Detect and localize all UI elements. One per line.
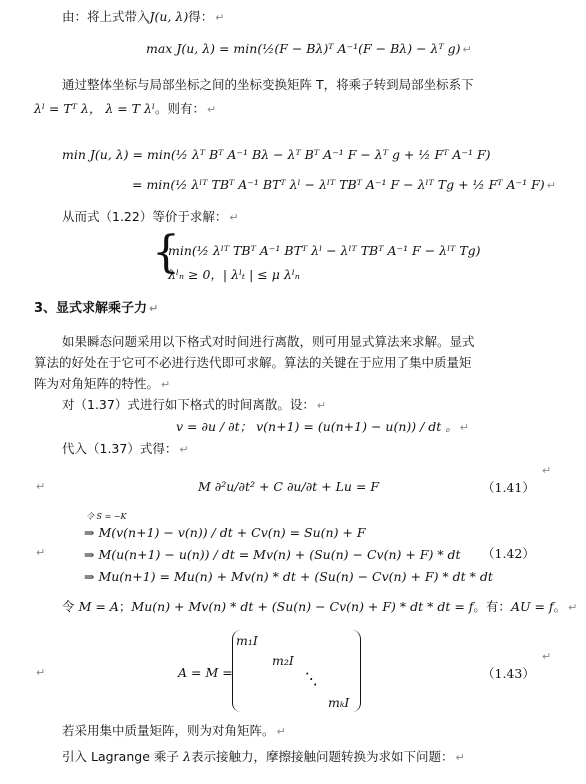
equation-3b-text: λˡₙ ≥ 0，| λˡₜ | ≤ μ λˡₙ xyxy=(168,267,300,282)
equation-3a xyxy=(168,242,481,260)
p1b-text: 算法的好处在于它可不必进行迭代即可求解。算法的关键在于应用了集中质量矩 xyxy=(34,355,472,370)
equation-7-number-text: （1.43） xyxy=(482,666,535,681)
matrix-entry-m2 xyxy=(272,652,294,670)
equation-6-number-text: （1.42） xyxy=(482,546,535,561)
paragraph-mark: ↵ xyxy=(206,103,217,116)
text-l1-suffix: 得： xyxy=(188,9,214,24)
matrix-right-bracket xyxy=(352,630,361,712)
p4-sep: ； xyxy=(118,599,132,614)
matrix-m1-text: m₁I xyxy=(236,633,258,648)
math-transform: λˡ = Tᵀ λ， λ = T λˡ xyxy=(34,101,155,116)
left-brace: { xyxy=(152,227,180,278)
equation-5 xyxy=(198,478,379,496)
equation-7-left xyxy=(178,664,233,682)
paragraph-mark: ↵ xyxy=(149,302,159,315)
equation-1 xyxy=(146,40,472,59)
paragraph-6 xyxy=(62,748,465,767)
paragraph-1-line-1 xyxy=(62,333,475,351)
paragraph-mark: ↵ xyxy=(276,725,286,738)
matrix-entry-mk xyxy=(328,694,349,712)
equation-6-tag xyxy=(86,512,127,522)
matrix-diagonal-dots xyxy=(302,670,318,688)
equation-4 xyxy=(176,418,469,437)
paragraph-mark: ↵ xyxy=(542,650,552,663)
eq5-end-mark xyxy=(540,462,551,480)
text-l2: 通过整体坐标与局部坐标之间的坐标变换矩阵 T，将乘子转到局部坐标系下 xyxy=(62,77,474,92)
paragraph-1-line-3 xyxy=(34,375,170,394)
text-line-4 xyxy=(62,208,239,227)
paragraph-mark: ↵ xyxy=(455,751,465,764)
equation-5-number xyxy=(482,478,535,496)
paragraph-mark: ↵ xyxy=(568,601,578,614)
paragraph-mark: ↵ xyxy=(161,378,171,391)
eq7-end-mark xyxy=(540,648,551,666)
equation-3b xyxy=(168,266,300,284)
matrix-dots-text: ⋱ xyxy=(302,669,318,688)
paragraph-mark: ↵ xyxy=(215,11,225,24)
paragraph-mark: ↵ xyxy=(36,480,46,493)
paragraph-mark: ↵ xyxy=(546,179,556,192)
paragraph-5 xyxy=(62,722,286,741)
equation-2a xyxy=(62,146,491,164)
equation-2b-text: = min(½ λˡᵀ TBᵀ A⁻¹ BTᵀ λˡ − λˡᵀ TBᵀ A⁻¹ F − λˡᵀ Tg + ½ Fᵀ A⁻¹ F) xyxy=(132,177,545,192)
equation-5-number-text: （1.41） xyxy=(482,480,535,495)
section-heading-text: 3、显式求解乘子力 xyxy=(34,301,148,316)
p4-end: 。 xyxy=(553,599,567,614)
equation-6b-text: ⇒ M(u(n+1) − u(n)) / dt = Mv(n) + (Su(n) − Cv(n) + F) * dt xyxy=(84,547,461,562)
equation-6c xyxy=(84,568,493,586)
p1c-text: 阵为对角矩阵的特性。 xyxy=(34,376,160,391)
matrix-entry-m1 xyxy=(236,632,258,650)
equation-2a-text: min J(u, λ) = min(½ λᵀ Bᵀ A⁻¹ Bλ − λᵀ Bᵀ A⁻¹ F − λᵀ g + ½ Fᵀ A⁻¹ F) xyxy=(62,147,491,162)
equation-6c-text: ⇒ Mu(n+1) = Mu(n) + Mv(n) * dt + (Su(n) − Cv(n) + F) * dt * dt xyxy=(84,569,493,584)
p2-text: 对（1.37）式进行如下格式的时间离散。设： xyxy=(62,397,315,412)
equation-6b xyxy=(84,546,461,564)
p1a-text: 如果瞬态问题采用以下格式对时间进行离散，则可用显式算法来求解。显式 xyxy=(62,334,475,349)
matrix-mk-text: mₖI xyxy=(328,695,350,710)
equation-4-text: v = ∂u / ∂t； v(n+1) = (u(n+1) − u(n)) / dt 。 xyxy=(176,419,458,434)
p4-math-2: Mu(n) + Mv(n) * dt + (Su(n) − Cv(n) + F) * dt * dt = f xyxy=(131,599,474,614)
paragraph-mark: ↵ xyxy=(229,211,239,224)
paragraph-1-line-2 xyxy=(34,354,472,372)
paragraph-mark: ↵ xyxy=(179,443,189,456)
p4-mid: 。有： xyxy=(473,599,511,614)
equation-6a xyxy=(84,524,366,542)
equation-7-number xyxy=(482,664,535,682)
eq7-margin-mark xyxy=(34,664,45,682)
text-line-2 xyxy=(62,76,474,94)
equation-5-text: M ∂²u/∂t² + C ∂u/∂t + Lu = F xyxy=(198,479,380,494)
paragraph-4 xyxy=(62,598,577,617)
paragraph-mark: ↵ xyxy=(36,666,46,679)
section-heading xyxy=(34,300,158,318)
equation-6a-text: ⇒ M(v(n+1) − v(n)) / dt + Cv(n) = Su(n) + F xyxy=(84,525,366,540)
text-line-1 xyxy=(62,8,224,27)
p4-prefix: 令 xyxy=(62,599,75,614)
equation-2b xyxy=(132,176,556,195)
text-l1-prefix: 由：将上式带入 xyxy=(62,9,150,24)
p5-text: 若采用集中质量矩阵，则为对角矩阵。 xyxy=(62,723,275,738)
eq5-margin-mark xyxy=(34,478,45,496)
paragraph-mark: ↵ xyxy=(316,399,327,412)
equation-3a-text: min(½ λˡᵀ TBᵀ A⁻¹ BTᵀ λˡ − λˡᵀ TBᵀ A⁻¹ F − λˡᵀ Tg) xyxy=(168,243,481,258)
paragraph-mark: ↵ xyxy=(462,43,472,56)
equation-1-text: max J(u, λ) = min(½(F − Bλ)ᵀ A⁻¹(F − Bλ) − λᵀ g) xyxy=(146,41,461,56)
math-jul: J(u, λ) xyxy=(149,9,189,24)
p4-math-1: M = A xyxy=(78,599,119,614)
p6-suffix: 表示接触力，摩擦接触问题转换为求如下问题： xyxy=(190,749,454,764)
p3-text: 代入（1.37）式得： xyxy=(62,441,178,456)
text-line-3 xyxy=(34,100,216,119)
paragraph-mark: ↵ xyxy=(36,546,46,559)
equation-7-left-text: A = M = xyxy=(178,665,233,680)
equation-6-number xyxy=(482,544,535,562)
equation-6-tag-text: 令 S = −K xyxy=(86,512,127,521)
p6-prefix: 引入 Lagrange 乘子 xyxy=(62,749,179,764)
eq6-margin-mark xyxy=(34,544,45,562)
paragraph-2 xyxy=(62,396,326,415)
text-l4: 从而式（1.22）等价于求解： xyxy=(62,209,228,224)
paragraph-mark: ↵ xyxy=(542,464,552,477)
paragraph-3 xyxy=(62,440,189,459)
p4-math-3: AU = f xyxy=(510,599,554,614)
paragraph-mark: ↵ xyxy=(459,421,470,434)
p6-lambda: λ xyxy=(183,749,191,764)
matrix-m2-text: m₂I xyxy=(272,653,294,668)
text-l3-suffix: 。则有： xyxy=(154,101,205,116)
